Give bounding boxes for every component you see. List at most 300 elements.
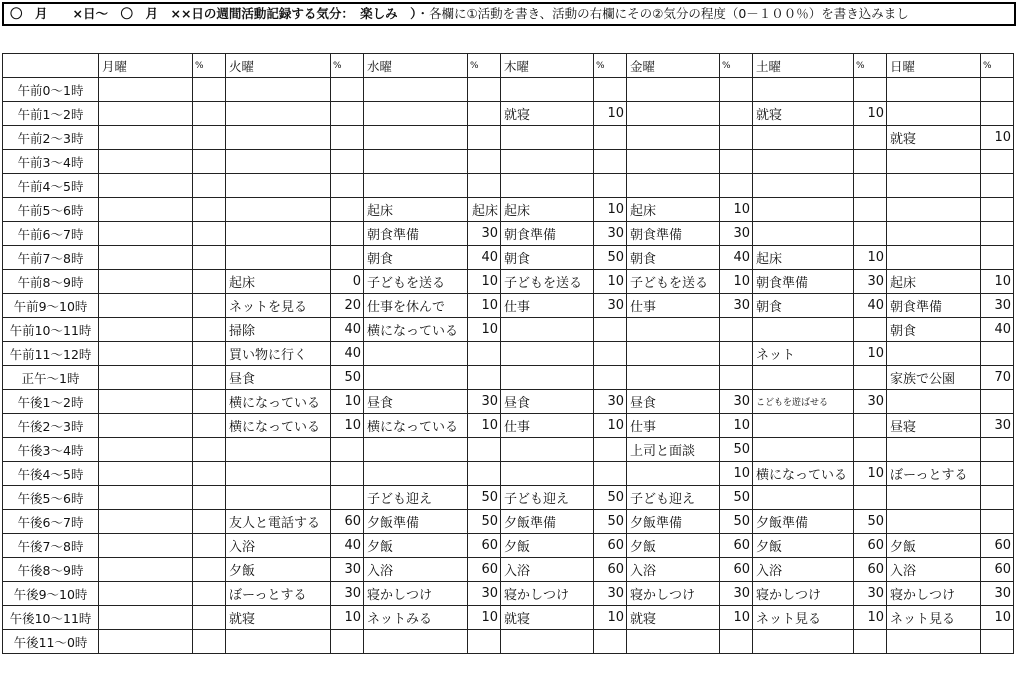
activity-cell[interactable] (226, 78, 331, 102)
activity-cell[interactable]: 朝食準備 (627, 222, 720, 246)
mood-percent-cell[interactable] (981, 222, 1014, 246)
mood-percent-cell[interactable] (981, 174, 1014, 198)
activity-cell[interactable]: 昼寝 (887, 414, 981, 438)
activity-cell[interactable] (627, 102, 720, 126)
activity-cell[interactable]: 就寝 (226, 606, 331, 630)
activity-cell[interactable] (99, 78, 193, 102)
activity-cell[interactable]: 就寝 (887, 126, 981, 150)
mood-percent-cell[interactable] (981, 150, 1014, 174)
mood-percent-cell[interactable]: 30 (594, 582, 627, 606)
activity-cell[interactable]: 朝食準備 (753, 270, 854, 294)
activity-cell[interactable] (887, 102, 981, 126)
activity-cell[interactable] (753, 366, 854, 390)
mood-percent-cell[interactable] (981, 486, 1014, 510)
mood-percent-cell[interactable] (854, 486, 887, 510)
activity-cell[interactable]: 夕飯 (364, 534, 468, 558)
activity-cell[interactable] (99, 582, 193, 606)
activity-cell[interactable] (501, 630, 594, 654)
activity-cell[interactable]: 子ども迎え (364, 486, 468, 510)
mood-percent-cell[interactable] (193, 486, 226, 510)
mood-percent-cell[interactable] (720, 366, 753, 390)
activity-cell[interactable]: 子どもを送る (501, 270, 594, 294)
mood-percent-cell[interactable] (854, 414, 887, 438)
mood-percent-cell[interactable]: 10 (468, 270, 501, 294)
activity-cell[interactable] (99, 462, 193, 486)
mood-percent-cell[interactable] (193, 198, 226, 222)
activity-cell[interactable]: 横になっている (226, 414, 331, 438)
activity-cell[interactable]: 仕事 (501, 414, 594, 438)
mood-percent-cell[interactable]: 30 (720, 390, 753, 414)
mood-percent-cell[interactable] (981, 198, 1014, 222)
mood-percent-cell[interactable] (331, 630, 364, 654)
mood-percent-cell[interactable]: 60 (720, 534, 753, 558)
activity-cell[interactable]: 友人と電話する (226, 510, 331, 534)
activity-cell[interactable]: 夕飯 (627, 534, 720, 558)
activity-cell[interactable]: 寝かしつけ (627, 582, 720, 606)
mood-percent-cell[interactable] (981, 78, 1014, 102)
activity-cell[interactable] (627, 126, 720, 150)
mood-percent-cell[interactable]: 10 (720, 606, 753, 630)
activity-cell[interactable]: 上司と面談 (627, 438, 720, 462)
activity-cell[interactable]: 入浴 (501, 558, 594, 582)
activity-cell[interactable] (99, 270, 193, 294)
mood-percent-cell[interactable]: 50 (594, 510, 627, 534)
mood-percent-cell[interactable] (594, 150, 627, 174)
activity-cell[interactable] (501, 438, 594, 462)
activity-cell[interactable]: 起床 (226, 270, 331, 294)
activity-cell[interactable] (501, 318, 594, 342)
activity-cell[interactable] (501, 174, 594, 198)
activity-cell[interactable] (226, 222, 331, 246)
activity-cell[interactable]: 夕飯準備 (627, 510, 720, 534)
activity-cell[interactable] (501, 150, 594, 174)
mood-percent-cell[interactable]: 10 (854, 342, 887, 366)
activity-cell[interactable]: ぼーっとする (226, 582, 331, 606)
activity-cell[interactable] (99, 510, 193, 534)
activity-cell[interactable] (753, 414, 854, 438)
mood-percent-cell[interactable]: 60 (468, 534, 501, 558)
mood-percent-cell[interactable]: 40 (468, 246, 501, 270)
activity-cell[interactable]: 入浴 (753, 558, 854, 582)
mood-percent-cell[interactable] (854, 78, 887, 102)
mood-percent-cell[interactable]: 30 (331, 558, 364, 582)
mood-percent-cell[interactable] (720, 78, 753, 102)
mood-percent-cell[interactable] (981, 438, 1014, 462)
mood-percent-cell[interactable] (594, 126, 627, 150)
activity-cell[interactable]: 昼食 (501, 390, 594, 414)
mood-percent-cell[interactable] (193, 246, 226, 270)
activity-cell[interactable] (364, 366, 468, 390)
mood-percent-cell[interactable]: 40 (720, 246, 753, 270)
activity-cell[interactable] (627, 462, 720, 486)
mood-percent-cell[interactable] (193, 510, 226, 534)
activity-cell[interactable]: 寝かしつけ (753, 582, 854, 606)
mood-percent-cell[interactable]: 60 (854, 558, 887, 582)
activity-cell[interactable] (753, 318, 854, 342)
mood-percent-cell[interactable]: 50 (331, 366, 364, 390)
mood-percent-cell[interactable]: 30 (981, 582, 1014, 606)
activity-cell[interactable] (753, 150, 854, 174)
activity-cell[interactable] (364, 630, 468, 654)
mood-percent-cell[interactable]: 40 (331, 318, 364, 342)
activity-cell[interactable] (501, 342, 594, 366)
mood-percent-cell[interactable] (331, 438, 364, 462)
activity-cell[interactable] (753, 126, 854, 150)
mood-percent-cell[interactable] (331, 78, 364, 102)
mood-percent-cell[interactable]: 10 (594, 414, 627, 438)
activity-cell[interactable]: 朝食 (627, 246, 720, 270)
mood-percent-cell[interactable]: 30 (720, 582, 753, 606)
activity-cell[interactable]: 夕飯準備 (501, 510, 594, 534)
activity-cell[interactable]: こどもを遊ばせる (753, 390, 854, 414)
activity-cell[interactable] (501, 366, 594, 390)
activity-cell[interactable] (226, 126, 331, 150)
mood-percent-cell[interactable]: 10 (720, 198, 753, 222)
mood-percent-cell[interactable] (468, 438, 501, 462)
mood-percent-cell[interactable]: 40 (331, 342, 364, 366)
activity-cell[interactable] (501, 462, 594, 486)
mood-percent-cell[interactable] (981, 510, 1014, 534)
activity-cell[interactable] (627, 366, 720, 390)
mood-percent-cell[interactable]: 10 (594, 102, 627, 126)
activity-cell[interactable]: 就寝 (627, 606, 720, 630)
mood-percent-cell[interactable]: 10 (854, 606, 887, 630)
activity-cell[interactable] (99, 222, 193, 246)
activity-cell[interactable]: 就寝 (501, 102, 594, 126)
activity-cell[interactable] (226, 174, 331, 198)
activity-cell[interactable] (753, 438, 854, 462)
activity-cell[interactable] (887, 438, 981, 462)
activity-cell[interactable]: ぼーっとする (887, 462, 981, 486)
activity-cell[interactable]: 横になっている (364, 318, 468, 342)
activity-cell[interactable] (627, 78, 720, 102)
activity-cell[interactable]: 子ども迎え (501, 486, 594, 510)
mood-percent-cell[interactable] (720, 342, 753, 366)
mood-percent-cell[interactable] (854, 150, 887, 174)
mood-percent-cell[interactable]: 60 (594, 558, 627, 582)
activity-cell[interactable] (753, 78, 854, 102)
activity-cell[interactable]: 買い物に行く (226, 342, 331, 366)
mood-percent-cell[interactable]: 10 (981, 126, 1014, 150)
mood-percent-cell[interactable]: 50 (468, 486, 501, 510)
mood-percent-cell[interactable]: 0 (331, 270, 364, 294)
mood-percent-cell[interactable] (468, 462, 501, 486)
mood-percent-cell[interactable] (468, 102, 501, 126)
mood-percent-cell[interactable] (720, 126, 753, 150)
mood-percent-cell[interactable]: 40 (854, 294, 887, 318)
activity-cell[interactable]: 朝食 (753, 294, 854, 318)
mood-percent-cell[interactable]: 10 (331, 606, 364, 630)
activity-cell[interactable] (627, 150, 720, 174)
activity-cell[interactable]: ネット見る (753, 606, 854, 630)
mood-percent-cell[interactable] (468, 150, 501, 174)
activity-cell[interactable] (501, 126, 594, 150)
mood-percent-cell[interactable] (468, 630, 501, 654)
activity-cell[interactable] (99, 558, 193, 582)
mood-percent-cell[interactable]: 70 (981, 366, 1014, 390)
mood-percent-cell[interactable]: 50 (720, 486, 753, 510)
activity-cell[interactable] (99, 414, 193, 438)
mood-percent-cell[interactable] (193, 390, 226, 414)
activity-cell[interactable] (627, 342, 720, 366)
mood-percent-cell[interactable] (193, 126, 226, 150)
activity-cell[interactable]: 昼食 (627, 390, 720, 414)
activity-cell[interactable] (627, 174, 720, 198)
mood-percent-cell[interactable] (193, 558, 226, 582)
activity-cell[interactable]: 昼食 (226, 366, 331, 390)
mood-percent-cell[interactable]: 60 (981, 534, 1014, 558)
activity-cell[interactable]: 就寝 (501, 606, 594, 630)
mood-percent-cell[interactable] (468, 174, 501, 198)
mood-percent-cell[interactable] (193, 342, 226, 366)
mood-percent-cell[interactable]: 30 (981, 294, 1014, 318)
mood-percent-cell[interactable]: 10 (720, 414, 753, 438)
activity-cell[interactable] (99, 126, 193, 150)
mood-percent-cell[interactable] (720, 174, 753, 198)
activity-cell[interactable]: 仕事 (627, 414, 720, 438)
activity-cell[interactable] (753, 174, 854, 198)
mood-percent-cell[interactable]: 10 (594, 606, 627, 630)
mood-percent-cell[interactable]: 10 (468, 606, 501, 630)
mood-percent-cell[interactable]: 30 (468, 390, 501, 414)
mood-percent-cell[interactable]: 60 (331, 510, 364, 534)
activity-cell[interactable]: 夕飯準備 (753, 510, 854, 534)
activity-cell[interactable]: 朝食 (501, 246, 594, 270)
activity-cell[interactable]: 夕飯 (753, 534, 854, 558)
activity-cell[interactable] (99, 318, 193, 342)
activity-cell[interactable] (501, 78, 594, 102)
activity-cell[interactable]: 子どもを送る (364, 270, 468, 294)
mood-percent-cell[interactable]: 10 (331, 414, 364, 438)
activity-cell[interactable]: 寝かしつけ (364, 582, 468, 606)
mood-percent-cell[interactable] (854, 366, 887, 390)
activity-cell[interactable] (226, 630, 331, 654)
mood-percent-cell[interactable]: 30 (594, 390, 627, 414)
activity-cell[interactable]: 朝食準備 (501, 222, 594, 246)
mood-percent-cell[interactable]: 30 (854, 270, 887, 294)
mood-percent-cell[interactable] (594, 78, 627, 102)
mood-percent-cell[interactable]: 10 (594, 270, 627, 294)
mood-percent-cell[interactable] (854, 174, 887, 198)
activity-cell[interactable]: ネットみる (364, 606, 468, 630)
mood-percent-cell[interactable]: 30 (594, 222, 627, 246)
mood-percent-cell[interactable]: 30 (468, 222, 501, 246)
activity-cell[interactable] (364, 462, 468, 486)
activity-cell[interactable]: 起床 (364, 198, 468, 222)
activity-cell[interactable]: 寝かしつけ (887, 582, 981, 606)
activity-cell[interactable] (887, 630, 981, 654)
activity-cell[interactable]: 夕飯準備 (364, 510, 468, 534)
mood-percent-cell[interactable]: 10 (854, 462, 887, 486)
activity-cell[interactable] (99, 150, 193, 174)
mood-percent-cell[interactable]: 起床 (468, 198, 501, 222)
mood-percent-cell[interactable] (331, 102, 364, 126)
activity-cell[interactable]: 起床 (887, 270, 981, 294)
mood-percent-cell[interactable] (193, 462, 226, 486)
mood-percent-cell[interactable] (720, 102, 753, 126)
mood-percent-cell[interactable] (594, 462, 627, 486)
mood-percent-cell[interactable]: 20 (331, 294, 364, 318)
mood-percent-cell[interactable] (594, 366, 627, 390)
mood-percent-cell[interactable]: 10 (720, 270, 753, 294)
mood-percent-cell[interactable] (981, 390, 1014, 414)
activity-cell[interactable] (887, 198, 981, 222)
mood-percent-cell[interactable]: 10 (854, 246, 887, 270)
mood-percent-cell[interactable]: 30 (720, 294, 753, 318)
mood-percent-cell[interactable] (331, 198, 364, 222)
activity-cell[interactable]: 入浴 (887, 558, 981, 582)
mood-percent-cell[interactable]: 60 (981, 558, 1014, 582)
mood-percent-cell[interactable] (193, 606, 226, 630)
activity-cell[interactable]: 掃除 (226, 318, 331, 342)
activity-cell[interactable]: ネットを見る (226, 294, 331, 318)
activity-cell[interactable] (887, 390, 981, 414)
activity-cell[interactable] (364, 438, 468, 462)
activity-cell[interactable] (887, 78, 981, 102)
mood-percent-cell[interactable]: 30 (331, 582, 364, 606)
activity-cell[interactable]: 仕事 (501, 294, 594, 318)
activity-cell[interactable] (99, 294, 193, 318)
activity-cell[interactable]: 仕事 (627, 294, 720, 318)
mood-percent-cell[interactable]: 10 (854, 102, 887, 126)
activity-cell[interactable]: 横になっている (364, 414, 468, 438)
activity-cell[interactable] (99, 366, 193, 390)
activity-cell[interactable] (226, 462, 331, 486)
mood-percent-cell[interactable]: 60 (468, 558, 501, 582)
activity-cell[interactable]: 夕飯 (226, 558, 331, 582)
mood-percent-cell[interactable] (854, 222, 887, 246)
mood-percent-cell[interactable]: 10 (981, 606, 1014, 630)
activity-cell[interactable] (753, 630, 854, 654)
activity-cell[interactable] (753, 198, 854, 222)
mood-percent-cell[interactable] (331, 222, 364, 246)
activity-cell[interactable] (887, 246, 981, 270)
activity-cell[interactable] (887, 342, 981, 366)
activity-cell[interactable]: 夕飯 (887, 534, 981, 558)
activity-cell[interactable]: 入浴 (627, 558, 720, 582)
activity-cell[interactable]: 朝食 (887, 318, 981, 342)
mood-percent-cell[interactable]: 50 (594, 246, 627, 270)
mood-percent-cell[interactable]: 30 (854, 390, 887, 414)
activity-cell[interactable] (887, 510, 981, 534)
mood-percent-cell[interactable] (854, 198, 887, 222)
mood-percent-cell[interactable]: 60 (854, 534, 887, 558)
activity-cell[interactable]: 横になっている (226, 390, 331, 414)
mood-percent-cell[interactable] (594, 630, 627, 654)
mood-percent-cell[interactable] (331, 126, 364, 150)
mood-percent-cell[interactable] (193, 174, 226, 198)
activity-cell[interactable] (99, 630, 193, 654)
mood-percent-cell[interactable]: 10 (594, 198, 627, 222)
activity-cell[interactable] (99, 246, 193, 270)
activity-cell[interactable] (226, 486, 331, 510)
activity-cell[interactable] (99, 342, 193, 366)
activity-cell[interactable]: 朝食準備 (364, 222, 468, 246)
mood-percent-cell[interactable]: 30 (468, 582, 501, 606)
activity-cell[interactable] (753, 486, 854, 510)
activity-cell[interactable]: 就寝 (753, 102, 854, 126)
mood-percent-cell[interactable] (193, 438, 226, 462)
mood-percent-cell[interactable]: 10 (468, 294, 501, 318)
activity-cell[interactable]: 子どもを送る (627, 270, 720, 294)
mood-percent-cell[interactable] (193, 582, 226, 606)
mood-percent-cell[interactable] (331, 150, 364, 174)
mood-percent-cell[interactable] (193, 150, 226, 174)
activity-cell[interactable] (99, 534, 193, 558)
activity-cell[interactable] (226, 438, 331, 462)
activity-cell[interactable] (364, 342, 468, 366)
mood-percent-cell[interactable]: 40 (331, 534, 364, 558)
activity-cell[interactable]: 起床 (501, 198, 594, 222)
activity-cell[interactable] (99, 198, 193, 222)
activity-cell[interactable]: 起床 (627, 198, 720, 222)
mood-percent-cell[interactable] (854, 438, 887, 462)
mood-percent-cell[interactable] (981, 630, 1014, 654)
activity-cell[interactable] (99, 390, 193, 414)
mood-percent-cell[interactable]: 30 (854, 582, 887, 606)
mood-percent-cell[interactable] (193, 270, 226, 294)
activity-cell[interactable] (887, 486, 981, 510)
mood-percent-cell[interactable] (720, 318, 753, 342)
mood-percent-cell[interactable] (981, 102, 1014, 126)
mood-percent-cell[interactable]: 10 (981, 270, 1014, 294)
activity-cell[interactable] (364, 174, 468, 198)
activity-cell[interactable] (226, 198, 331, 222)
mood-percent-cell[interactable] (193, 534, 226, 558)
mood-percent-cell[interactable] (193, 366, 226, 390)
activity-cell[interactable]: 家族で公園 (887, 366, 981, 390)
activity-cell[interactable]: 寝かしつけ (501, 582, 594, 606)
activity-cell[interactable]: ネット (753, 342, 854, 366)
activity-cell[interactable]: 朝食準備 (887, 294, 981, 318)
activity-cell[interactable]: 横になっている (753, 462, 854, 486)
activity-cell[interactable]: 子ども迎え (627, 486, 720, 510)
activity-cell[interactable]: ネット見る (887, 606, 981, 630)
mood-percent-cell[interactable]: 50 (594, 486, 627, 510)
mood-percent-cell[interactable] (981, 342, 1014, 366)
activity-cell[interactable] (99, 174, 193, 198)
mood-percent-cell[interactable]: 30 (981, 414, 1014, 438)
mood-percent-cell[interactable] (331, 246, 364, 270)
mood-percent-cell[interactable] (594, 342, 627, 366)
activity-cell[interactable] (627, 318, 720, 342)
mood-percent-cell[interactable]: 10 (331, 390, 364, 414)
activity-cell[interactable]: 昼食 (364, 390, 468, 414)
activity-cell[interactable] (99, 606, 193, 630)
activity-cell[interactable] (99, 486, 193, 510)
activity-cell[interactable] (226, 246, 331, 270)
activity-cell[interactable]: 入浴 (226, 534, 331, 558)
activity-cell[interactable]: 仕事を休んで (364, 294, 468, 318)
activity-cell[interactable] (99, 438, 193, 462)
mood-percent-cell[interactable] (720, 630, 753, 654)
mood-percent-cell[interactable] (193, 294, 226, 318)
mood-percent-cell[interactable]: 60 (720, 558, 753, 582)
activity-cell[interactable] (364, 102, 468, 126)
activity-cell[interactable] (887, 222, 981, 246)
mood-percent-cell[interactable]: 50 (468, 510, 501, 534)
mood-percent-cell[interactable]: 50 (720, 438, 753, 462)
mood-percent-cell[interactable] (331, 486, 364, 510)
mood-percent-cell[interactable] (193, 414, 226, 438)
activity-cell[interactable]: 夕飯 (501, 534, 594, 558)
activity-cell[interactable] (226, 102, 331, 126)
activity-cell[interactable] (364, 150, 468, 174)
mood-percent-cell[interactable] (594, 438, 627, 462)
mood-percent-cell[interactable] (331, 174, 364, 198)
activity-cell[interactable] (887, 174, 981, 198)
mood-percent-cell[interactable] (193, 222, 226, 246)
